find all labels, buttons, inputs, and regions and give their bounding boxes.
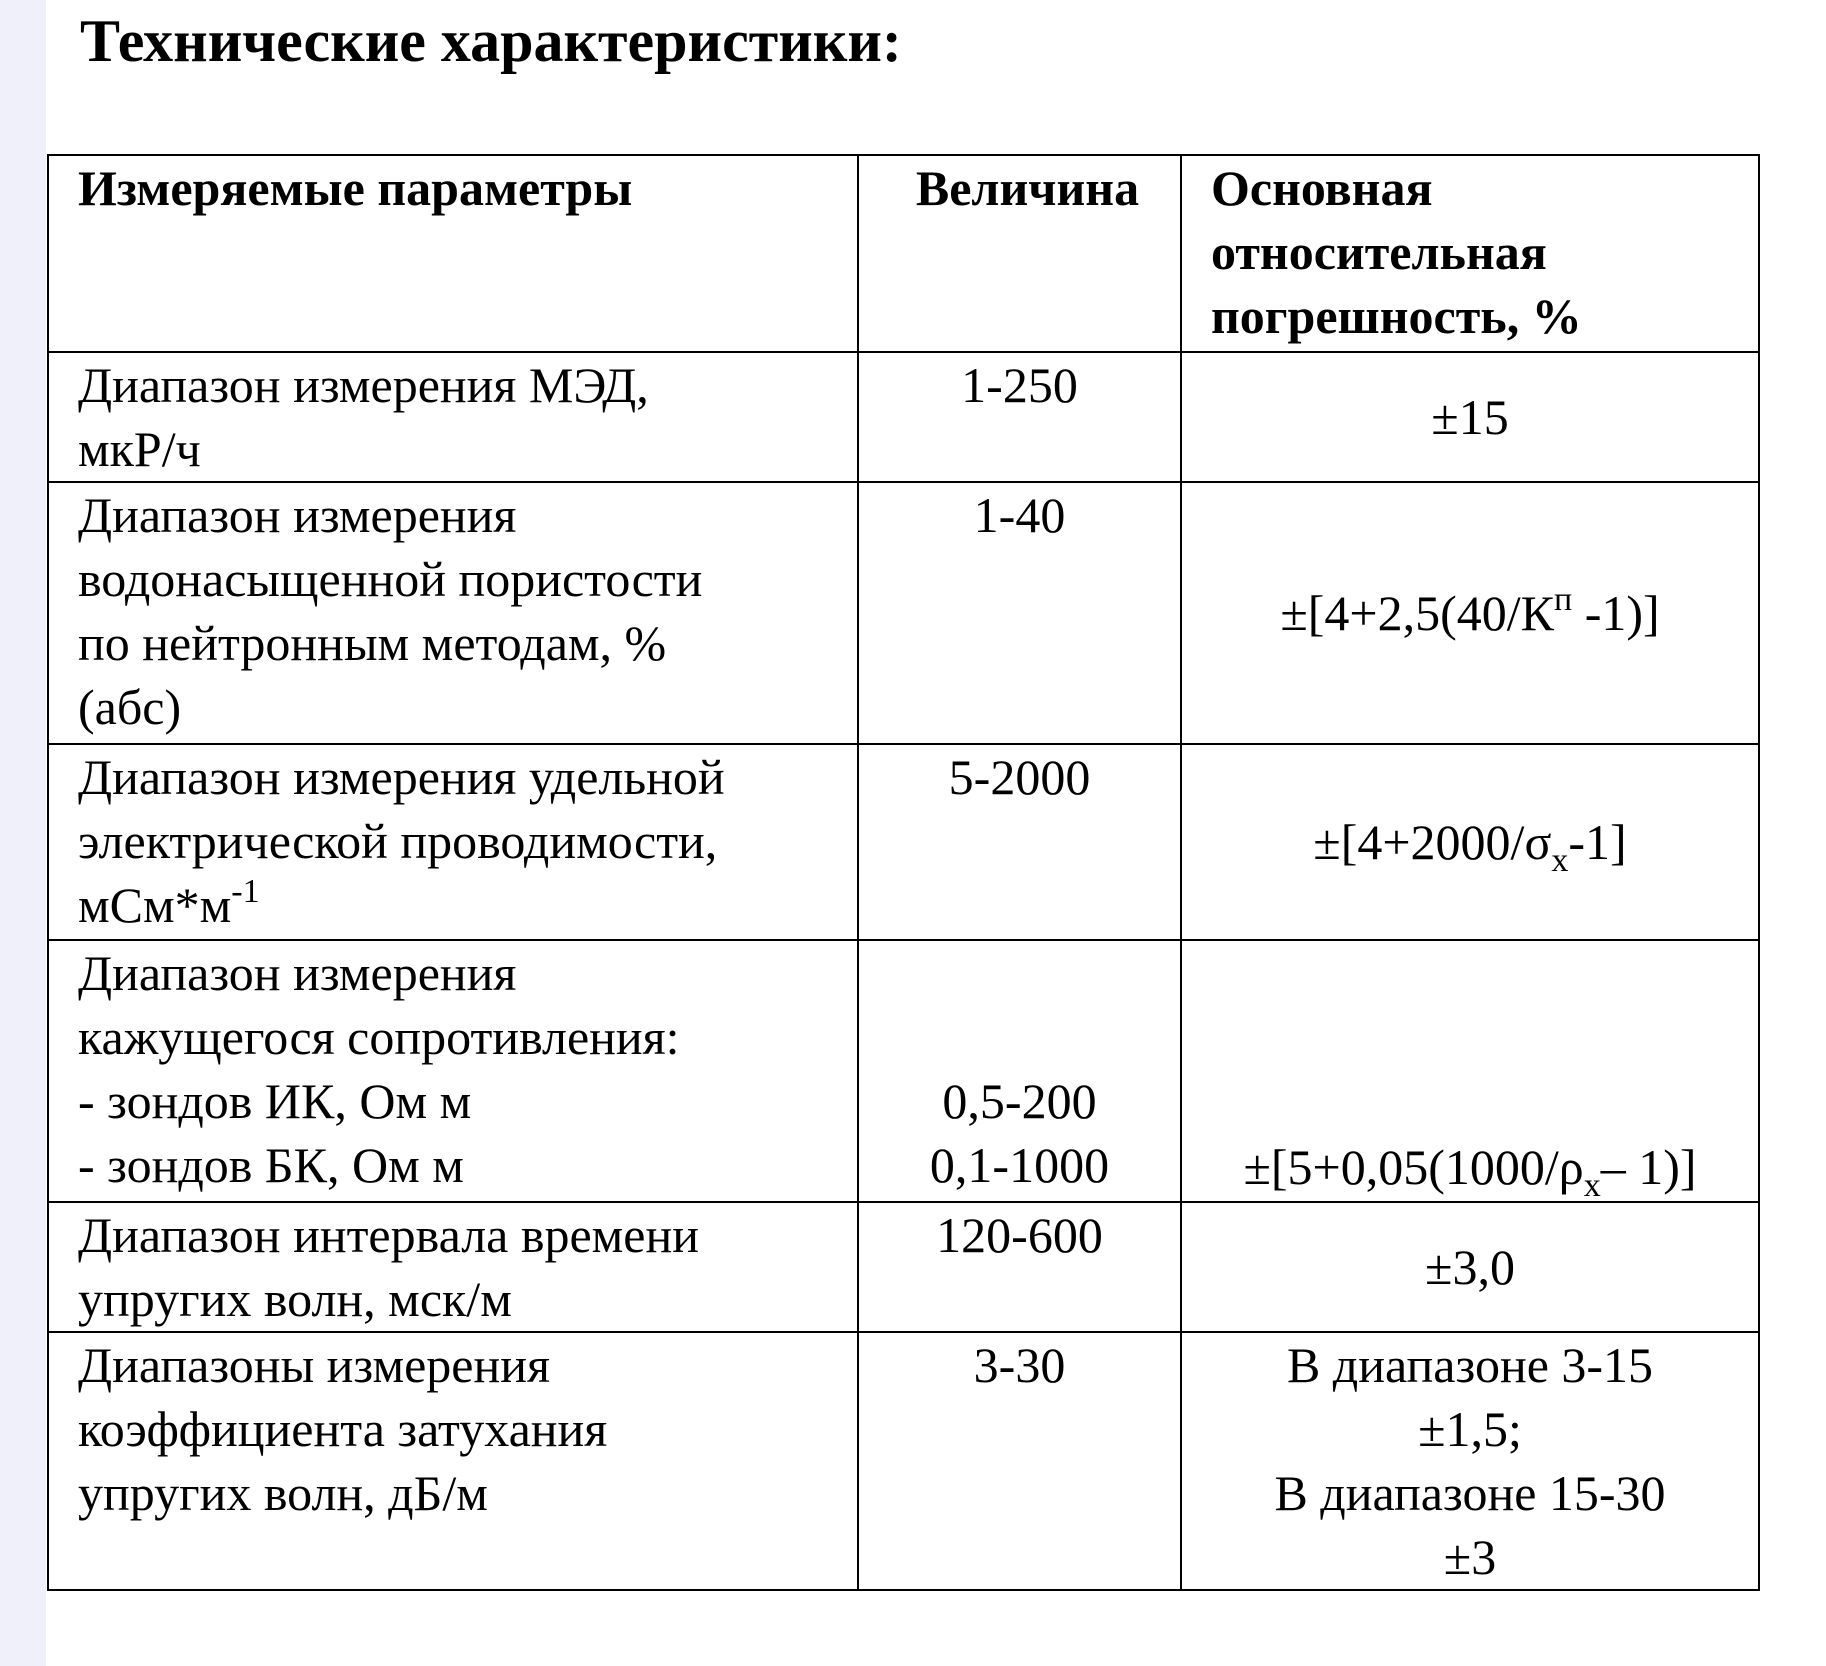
error-formula-subscript: x [1583,1167,1601,1204]
value-text: 5-2000 [948,749,1091,805]
error-formula-tail: -1)] [1572,585,1660,641]
header-measured-parameters [48,155,858,352]
param-text: коэффициента затухания [78,1401,608,1457]
error-cell [1181,352,1759,482]
param-text: электрической проводимости, [78,813,718,869]
param-unit-superscript: -1 [231,873,260,910]
table-row [48,1202,1759,1332]
error-formula-main: ±[5+0,05(1000/ρ [1243,1139,1584,1195]
value-cell [858,482,1181,744]
param-text: Диапазон измерения [78,487,517,543]
value-stack [859,941,1180,1197]
param-text: упругих волн, мск/м [78,1271,512,1327]
value-text: 120-600 [936,1207,1103,1263]
error-formula [1313,814,1627,879]
param-text: - зондов ИК, Ом м [78,1073,472,1129]
error-formula-subscript: x [1551,842,1569,879]
error-formula-superscript: п [1554,581,1573,618]
value-cell [858,1332,1181,1590]
table-row [48,482,1759,744]
value-cell [858,744,1181,940]
param-cell [48,940,858,1202]
table-row [48,352,1759,482]
param-text: Диапазоны измерения [78,1337,550,1393]
value-text: 1-250 [961,357,1078,413]
specifications-table [47,154,1760,1591]
error-formula-tail: – 1)] [1600,1139,1697,1195]
param-text: кажущегося сопротивления: [78,1009,680,1065]
param-text: мкР/ч [78,421,201,477]
page-title: Технические характеристики: [80,8,902,74]
header-measured-parameters-text: Измеряемые параметры [78,160,633,216]
header-value [858,155,1181,352]
header-error-line: погрешность, % [1211,288,1582,344]
header-error-line: Основная [1211,160,1433,216]
param-unit-main: мСм*м [78,877,232,933]
param-cell [48,482,858,744]
error-text: В диапазоне 15-30 [1274,1465,1666,1521]
param-text: водонасыщенной пористости [78,551,703,607]
param-cell [48,352,858,482]
error-cell [1181,1202,1759,1332]
value-cell [858,352,1181,482]
error-cell [1181,1332,1759,1590]
param-cell [48,744,858,940]
error-cell [1181,744,1759,940]
value-text: 0,5-200 [942,1073,1097,1129]
table-header-row [48,155,1759,352]
table-row [48,1332,1759,1590]
param-text: упругих волн, дБ/м [78,1465,488,1521]
error-formula-main: ±[4+2,5(40/К [1280,585,1555,641]
param-text: (абс) [78,679,182,735]
value-cell [858,940,1181,1202]
param-cell [48,1332,858,1590]
header-value-text: Величина [915,160,1140,216]
param-text: Диапазон измерения удельной [78,749,725,805]
param-text: по нейтронным методам, % [78,615,667,671]
param-text: Диапазон измерения МЭД, [78,357,649,413]
error-cell [1181,482,1759,744]
error-text: ±1,5; [1418,1401,1522,1457]
header-relative-error [1181,155,1759,352]
param-text: Диапазон измерения [78,945,517,1001]
error-text: ±15 [1431,389,1509,445]
param-text: Диапазон интервала времени [78,1207,699,1263]
error-formula [1280,581,1660,641]
error-cell [1181,940,1759,1202]
error-text: В диапазоне 3-15 [1286,1337,1654,1393]
error-text: ±3 [1443,1529,1497,1585]
param-text-unit [78,873,849,937]
value-spacer [859,941,1180,1069]
error-formula-tail: -1] [1568,814,1627,870]
param-cell [48,1202,858,1332]
table-row [48,744,1759,940]
error-text: ±3,0 [1425,1239,1515,1295]
error-formula [1243,1139,1697,1204]
value-text: 0,1-1000 [929,1137,1110,1193]
value-text: 3-30 [973,1337,1066,1393]
left-margin-strip [0,0,46,1666]
header-error-line: относительная [1211,224,1547,280]
param-text: - зондов БК, Ом м [78,1137,464,1193]
table-row [48,940,1759,1202]
value-cell [858,1202,1181,1332]
error-formula-main: ±[4+2000/σ [1313,814,1552,870]
value-text: 1-40 [973,487,1066,543]
